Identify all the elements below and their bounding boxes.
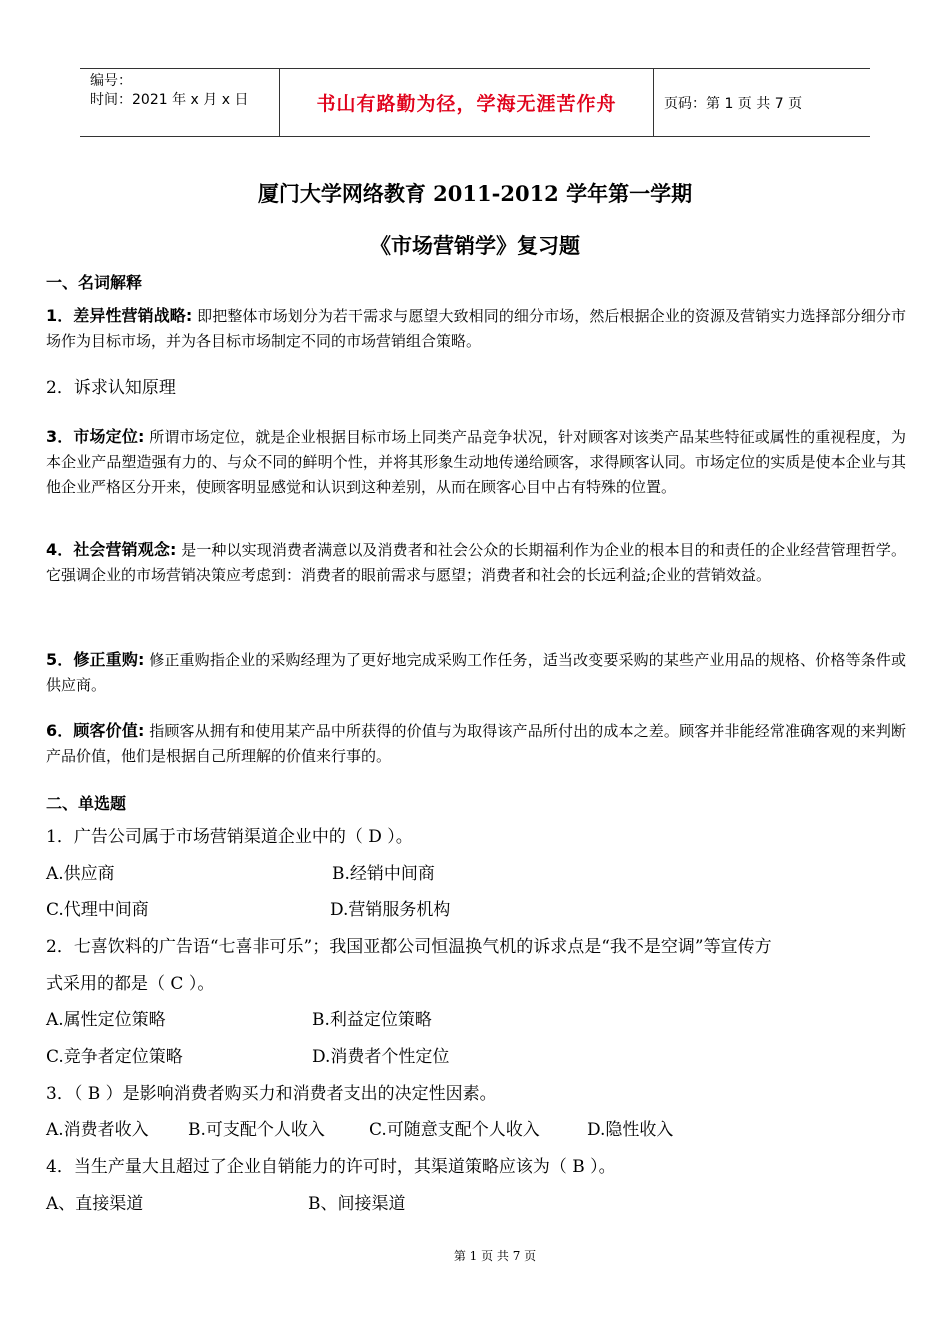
term-label: 5．修正重购: [46, 650, 145, 669]
document-subtitle: 《市场营销学》复习题 [370, 233, 580, 258]
question-3: 3．（ B ）是影响消费者购买力和消费者支出的决定性因素。 [46, 1084, 497, 1104]
term-text: 是一种以实现消费者满意以及消费者和社会公众的长期福利作为企业的根本目的和责任的企业经营管理哲学。它强调企业的市场营销决策应考虑到：消费者的眼前需求与愿望；消费者和社会的长远利益;企业的营销效益。 [46, 541, 906, 584]
term-text: 2．诉求认知原理 [46, 378, 176, 398]
section-heading-single-choice: 二、单选题 [46, 794, 127, 813]
question-4: 4．当生产量大且超过了企业自销能力的许可时，其渠道策略应该为（ B ）。 [46, 1157, 616, 1177]
term-item-1 [46, 303, 906, 354]
time-label: 时间：2021 年 x 月 x 日 [90, 92, 249, 108]
q2-option-b: B.利益定位策略 [312, 1010, 432, 1030]
motto-text: 书山有路勤为径，学海无涯苦作舟 [316, 93, 617, 115]
term-label: 4．社会营销观念: [46, 540, 177, 559]
q3-option-b: B.可支配个人收入 [188, 1120, 325, 1140]
q1-option-d: D.营销服务机构 [330, 900, 451, 920]
term-item-6 [46, 718, 906, 769]
term-label: 6．顾客价值: [46, 721, 145, 740]
question-2-line-1: 2．七喜饮料的广告语“七喜非可乐”；我国亚都公司恒温换气机的诉求点是“我不是空调”等宣传方 [46, 937, 772, 957]
question-1: 1．广告公司属于市场营销渠道企业中的（ D ）。 [46, 827, 413, 847]
q2-option-d: D.消费者个性定位 [312, 1047, 450, 1067]
term-label: 3．市场定位: [46, 427, 145, 446]
term-text: 修正重购指企业的采购经理为了更好地完成采购工作任务，适当改变要采购的某些产业用品的规格、价格等条件或供应商。 [46, 651, 906, 694]
q4-option-b: B、间接渠道 [308, 1194, 406, 1214]
number-label: 编号： [90, 73, 132, 89]
header-meta-cell [80, 69, 280, 136]
header-motto-cell [280, 69, 654, 136]
term-text: 即把整体市场划分为若干需求与愿望大致相同的细分市场，然后根据企业的资源及营销实力选择部分细分市场作为目标市场，并为各目标市场制定不同的市场营销组合策略。 [46, 307, 906, 350]
q3-option-c: C.可随意支配个人收入 [369, 1120, 540, 1140]
page-info: 页码：第 1 页 共 7 页 [664, 95, 803, 112]
term-item-4 [46, 537, 906, 588]
section-heading-terms: 一、名词解释 [46, 273, 143, 292]
term-item-2 [46, 376, 906, 401]
page-footer: 第 1 页 共 7 页 [453, 1249, 537, 1263]
q3-option-d: D.隐性收入 [587, 1120, 674, 1140]
q2-option-a: A.属性定位策略 [46, 1010, 166, 1030]
term-text: 所谓市场定位，就是企业根据目标市场上同类产品竞争状况，针对顾客对该类产品某些特征或属性的重视程度，为本企业产品塑造强有力的、与众不同的鲜明个性，并将其形象生动地传递给顾客，求得顾客认同。市场定位的实质是使本企业与其他企业严格区分开来，使顾客明显感觉和认识到这种差别，从而在顾客心目中占有特殊的位置。 [46, 428, 906, 496]
q1-option-a: A.供应商 [46, 864, 115, 884]
header-table [80, 68, 870, 137]
question-2-line-2: 式采用的都是（ C ）。 [46, 974, 215, 994]
q1-option-c: C.代理中间商 [46, 900, 149, 920]
term-item-5 [46, 647, 906, 698]
q2-option-c: C.竞争者定位策略 [46, 1047, 183, 1067]
term-label: 1．差异性营销战略: [46, 306, 193, 325]
document-title: 厦门大学网络教育 2011-2012 学年第一学期 [257, 181, 693, 206]
header-page-cell [654, 69, 870, 136]
q1-option-b: B.经销中间商 [332, 864, 435, 884]
q3-option-a: A.消费者收入 [46, 1120, 149, 1140]
term-text: 指顾客从拥有和使用某产品中所获得的价值与为取得该产品所付出的成本之差。顾客并非能经常准确客观的来判断产品价值，他们是根据自己所理解的价值来行事的。 [46, 722, 906, 765]
term-item-3 [46, 424, 906, 500]
q4-option-a: A、直接渠道 [46, 1194, 144, 1214]
